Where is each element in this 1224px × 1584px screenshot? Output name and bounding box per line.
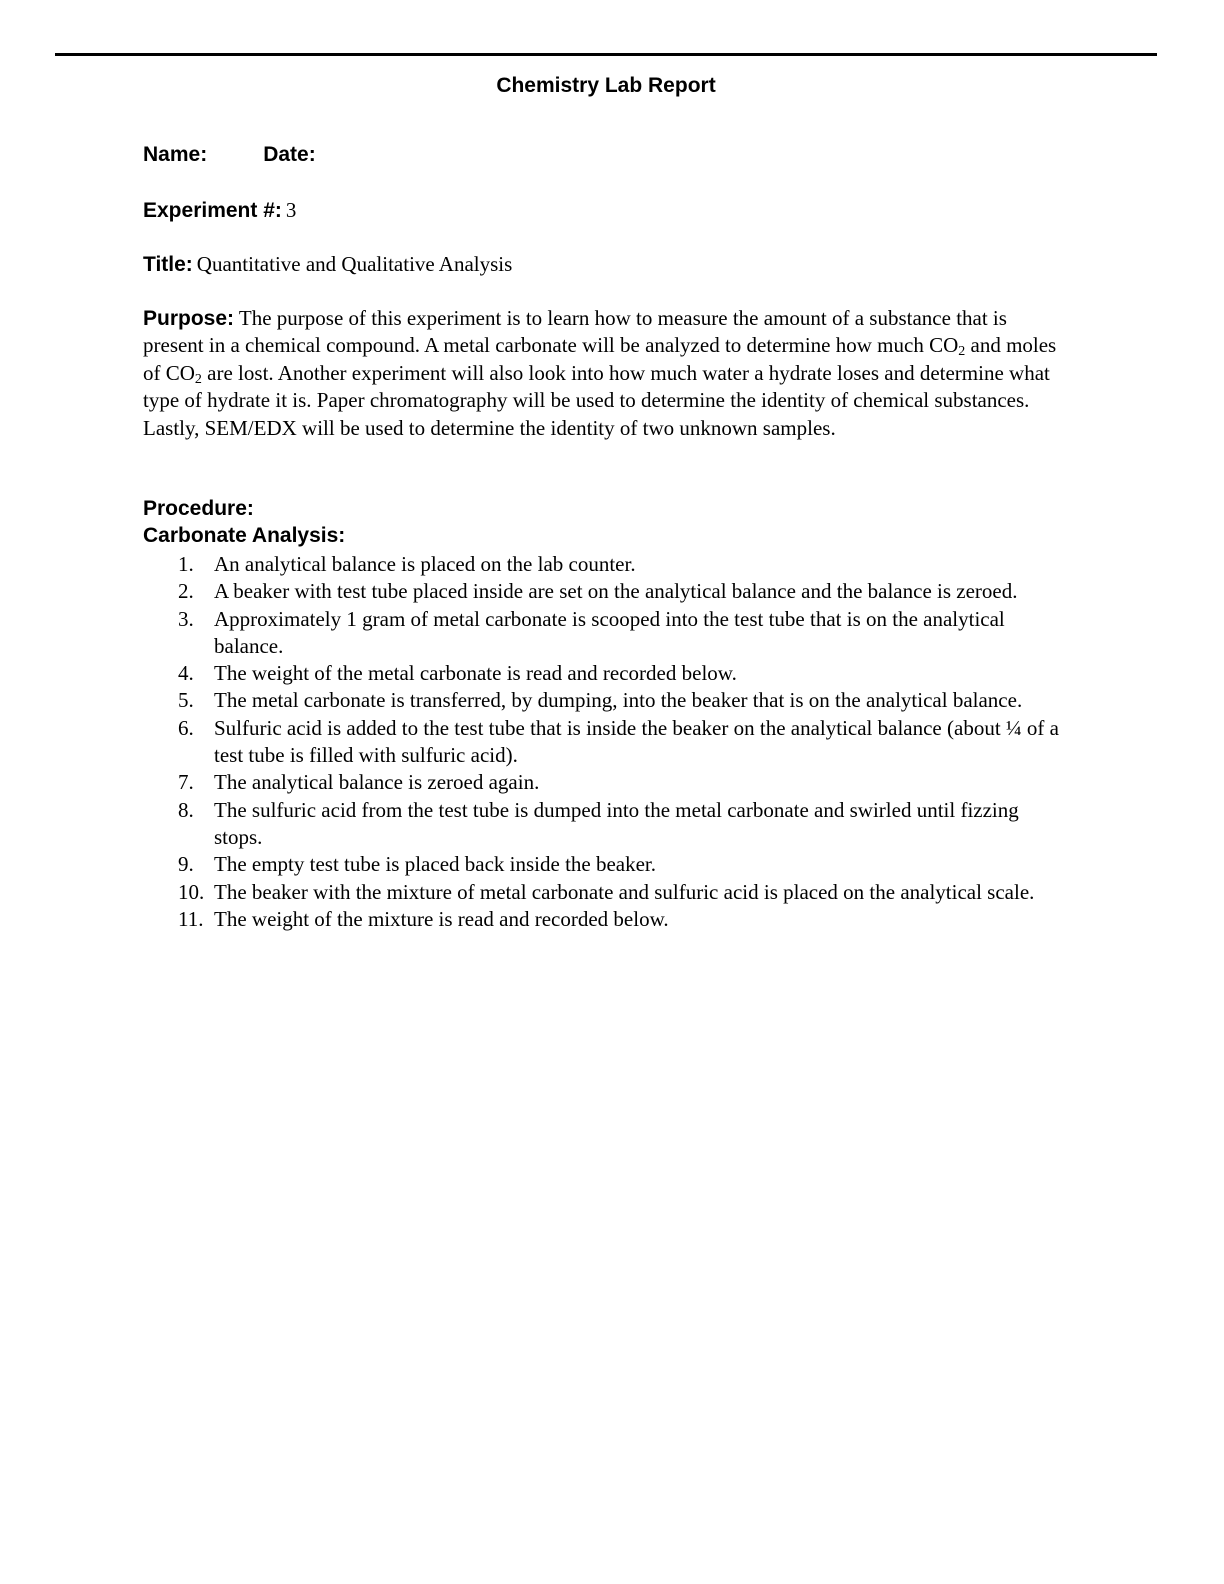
step-text: Approximately 1 gram of metal carbonate is scooped into the test tube that is on the analytical balance. (214, 606, 1005, 658)
purpose-text-3: are lost. Another experiment will also look into how much water a hydrate loses and determine what type of hydrate it is. Paper chromatography will be used to determine the identity of chemical substances. Lastly, SEM/EDX will be used to determine the identity of two unknown samples. (143, 360, 1050, 440)
procedure-step (143, 906, 1068, 933)
header-rule (55, 53, 1157, 56)
step-number: 8. (178, 797, 194, 822)
step-text: The empty test tube is placed back inside the beaker. (214, 852, 657, 877)
step-number: 7. (178, 770, 194, 795)
step-text: The analytical balance is zeroed again. (214, 770, 540, 795)
procedure-step (143, 551, 1068, 578)
procedure-step (143, 687, 1068, 714)
purpose-subscript-2: 2 (194, 371, 202, 387)
step-text: The beaker with the mixture of metal carbonate and sulfuric acid is placed on the analytical scale. (214, 879, 1035, 904)
purpose-subscript-1: 2 (958, 344, 966, 360)
name-label: Name: (143, 143, 208, 166)
procedure-step (143, 797, 1068, 852)
step-number: 5. (178, 688, 194, 713)
procedure-heading: Procedure: (143, 497, 254, 520)
title-label: Title: (143, 253, 193, 276)
step-text: The sulfuric acid from the test tube is dumped into the metal carbonate and swirled until fizzing stops. (214, 797, 1019, 849)
procedure-step (143, 606, 1068, 661)
step-number: 3. (178, 606, 194, 631)
procedure-step (143, 879, 1068, 906)
step-text: A beaker with test tube placed inside are set on the analytical balance and the balance is zeroed. (214, 579, 1018, 604)
purpose-text-2: and moles of CO (143, 333, 1057, 385)
step-number: 10. (178, 879, 205, 904)
step-number: 2. (178, 579, 194, 604)
step-text: The metal carbonate is transferred, by dumping, into the beaker that is on the analytical balance. (214, 688, 1023, 713)
purpose-label: Purpose: (143, 307, 235, 330)
carbonate-analysis-heading: Carbonate Analysis: (143, 524, 346, 547)
step-number: 4. (178, 661, 194, 686)
step-number: 6. (178, 715, 194, 740)
procedure-step (143, 660, 1068, 687)
step-text: An analytical balance is placed on the lab counter. (214, 552, 636, 576)
step-number: 11. (178, 906, 204, 931)
procedure-step (143, 851, 1068, 878)
purpose-paragraph (143, 305, 1068, 442)
step-text: Sulfuric acid is added to the test tube that is inside the beaker on the analytical balance (about ¼ of a test tube is filled with sulfuric acid). (214, 715, 1059, 768)
procedure-steps-list (143, 551, 1068, 933)
experiment-title: Quantitative and Qualitative Analysis (196, 252, 513, 276)
experiment-row (143, 198, 296, 223)
step-number: 9. (178, 852, 194, 877)
page-title: Chemistry Lab Report (496, 74, 716, 97)
date-label: Date: (263, 143, 316, 166)
name-date-row (143, 143, 316, 167)
step-text: The weight of the mixture is read and recorded below. (214, 906, 669, 931)
procedure-step (143, 715, 1068, 770)
procedure-step (143, 578, 1068, 605)
step-text: The weight of the metal carbonate is read and recorded below. (214, 661, 737, 686)
title-row (143, 252, 512, 277)
experiment-label: Experiment #: (143, 199, 282, 222)
procedure-step (143, 769, 1068, 796)
step-number: 1. (178, 552, 194, 576)
experiment-number: 3 (285, 198, 297, 222)
purpose-text-1: The purpose of this experiment is to learn how to measure the amount of a substance that is present in a chemical compound. A metal carbonate will be analyzed to determine how much CO (143, 306, 1007, 358)
